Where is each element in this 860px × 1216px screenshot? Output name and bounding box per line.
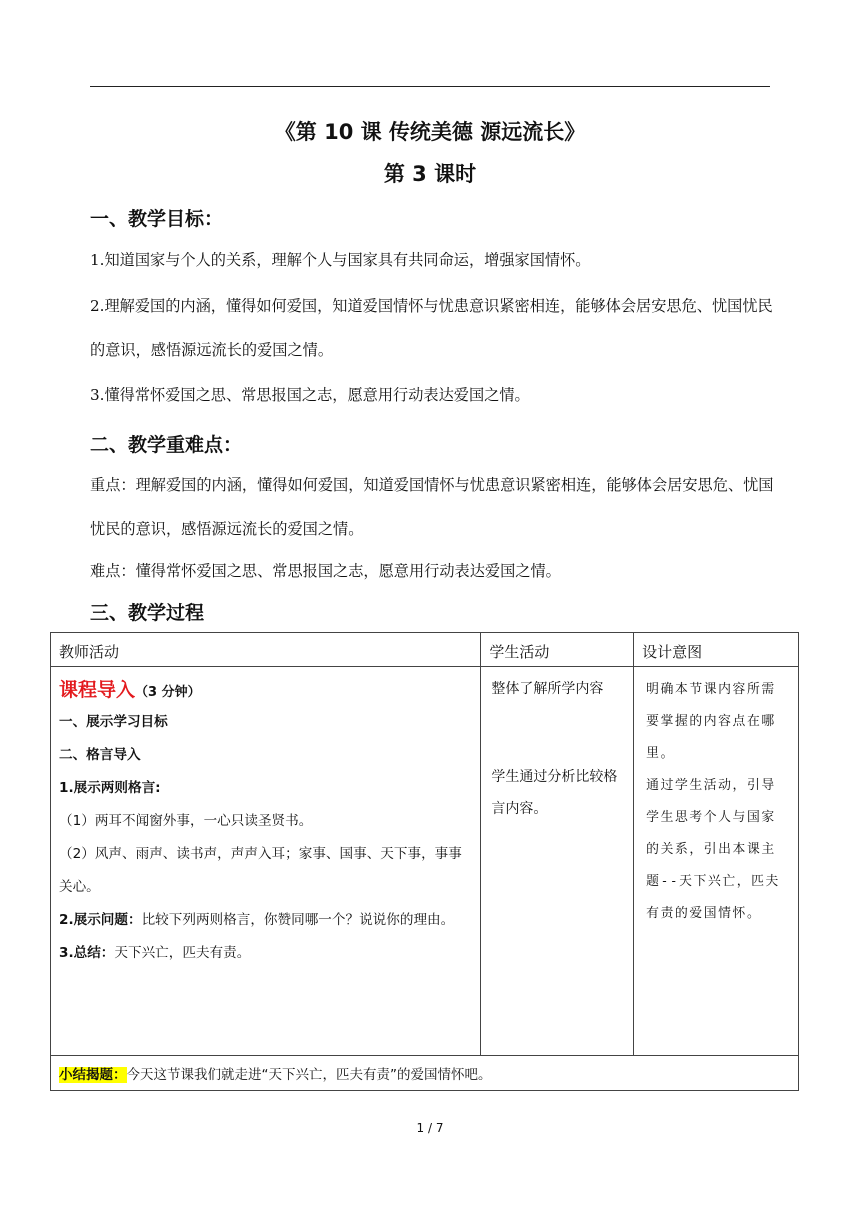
summary-conclusion-label: 3.总结： (59, 945, 115, 961)
header-rule (90, 86, 770, 87)
teacher-line-1: 一、展示学习目标 (59, 714, 168, 730)
design-intent-cell (634, 667, 798, 930)
header-design: 设计意图 (642, 643, 703, 661)
student-activity-1: 整体了解所学内容 (491, 681, 604, 697)
document-subtitle: 第 3 课时 (383, 162, 477, 186)
design-intent-1: 明确本节课内容所需要掌握的内容点在哪里。 (646, 682, 776, 761)
table-header-row (51, 633, 799, 667)
header-student: 学生活动 (489, 643, 550, 661)
intro-time: （3 分钟） (135, 685, 201, 700)
teacher-line-5: （2）风声、雨声、读书声，声声入耳；家事、国事、天下事，事事关心。 (59, 846, 462, 895)
question-label: 2.展示问题： (59, 912, 142, 928)
document-title: 《第 10 课 传统美德 源远流长》 (274, 120, 586, 144)
process-table (50, 632, 799, 1091)
design-intent-2: 通过学生活动，引导学生思考个人与国家的关系，引出本课主题--天下兴亡，匹夫有责的爱国情怀。 (646, 778, 780, 921)
keypoint-text: 重点：理解爱国的内涵，懂得如何爱国，知道爱国情怀与忧患意识紧密相连，能够体会居安思危、忧国忧民的意识，感悟源远流长的爱国之情。 (90, 476, 774, 538)
difficulty-text: 难点：懂得常怀爱国之思、常思报国之志，愿意用行动表达爱国之情。 (90, 562, 561, 580)
teacher-question-line (59, 904, 472, 937)
objective-1: 1.知道国家与个人的关系，理解个人与国家具有共同命运，增强家国情怀。 (90, 251, 591, 269)
summary-conclusion-text: 天下兴亡，匹夫有责。 (114, 945, 251, 961)
teacher-line-2: 二、格言导入 (59, 747, 141, 763)
teacher-summary-line (59, 937, 472, 970)
teacher-activity-cell (51, 667, 480, 1055)
process-heading: 三、教学过程 (90, 602, 205, 624)
teacher-line-3: 1.展示两则格言: (59, 780, 161, 796)
summary-text: 今天这节课我们就走进“天下兴亡，匹夫有责”的爱国情怀吧。 (126, 1067, 492, 1083)
objective-3: 3.懂得常怀爱国之思、常思报国之志，愿意用行动表达爱国之情。 (90, 386, 530, 404)
summary-row (51, 1056, 799, 1091)
summary-label: 小结揭题： (59, 1067, 127, 1083)
table-row (51, 667, 799, 1056)
student-activity-2: 学生通过分析比较格言内容。 (491, 769, 618, 817)
keypoints-heading: 二、教学重难点： (90, 434, 243, 456)
header-teacher: 教师活动 (59, 643, 120, 661)
intro-title: 课程导入 (59, 679, 136, 701)
objectives-heading: 一、教学目标： (90, 208, 224, 230)
student-activity-cell (481, 667, 633, 825)
teacher-line-4: （1）两耳不闻窗外事，一心只读圣贤书。 (59, 813, 313, 829)
page-number: 1 / 7 (416, 1121, 444, 1135)
question-text: 比较下列两则格言，你赞同哪一个？说说你的理由。 (141, 912, 455, 928)
objective-2: 2.理解爱国的内涵，懂得如何爱国，知道爱国情怀与忧患意识紧密相连，能够体会居安思危、忧国忧民的意识，感悟源远流长的爱国之情。 (90, 297, 773, 359)
